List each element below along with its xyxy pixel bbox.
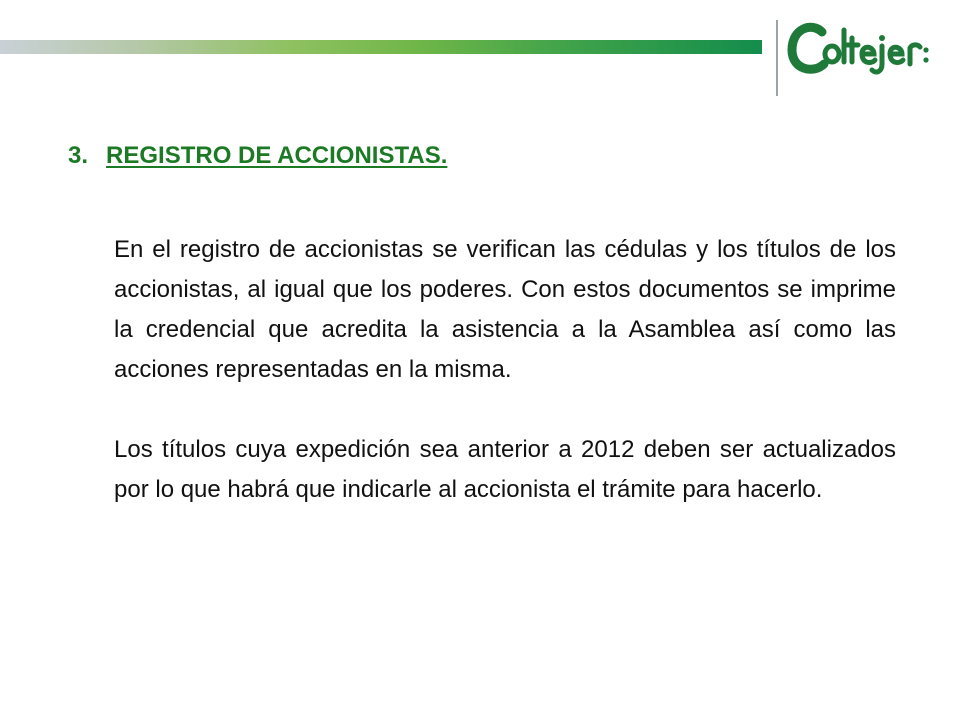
coltejer-logo xyxy=(786,18,932,78)
paragraph-registro: En el registro de accionistas se verifican las cédulas y los títulos de los accionistas, al igual que los poderes. Con estos documentos se imprime la credencial que acredita la asistencia a la Asamblea así como las acciones representadas en la misma. xyxy=(114,236,896,383)
section-number: 3. xyxy=(68,142,89,169)
coltejer-logo-icon xyxy=(786,18,932,78)
header-divider xyxy=(776,20,778,96)
paragraph-titulos: Los títulos cuya expedición sea anterior a 2012 deben ser actualizados por lo que habrá que indicarle al accionista el trámite para hacerlo. xyxy=(114,436,896,503)
section-title: REGISTRO DE ACCIONISTAS. xyxy=(106,142,448,169)
header-gradient-bar xyxy=(0,40,762,54)
section-heading xyxy=(68,142,447,170)
